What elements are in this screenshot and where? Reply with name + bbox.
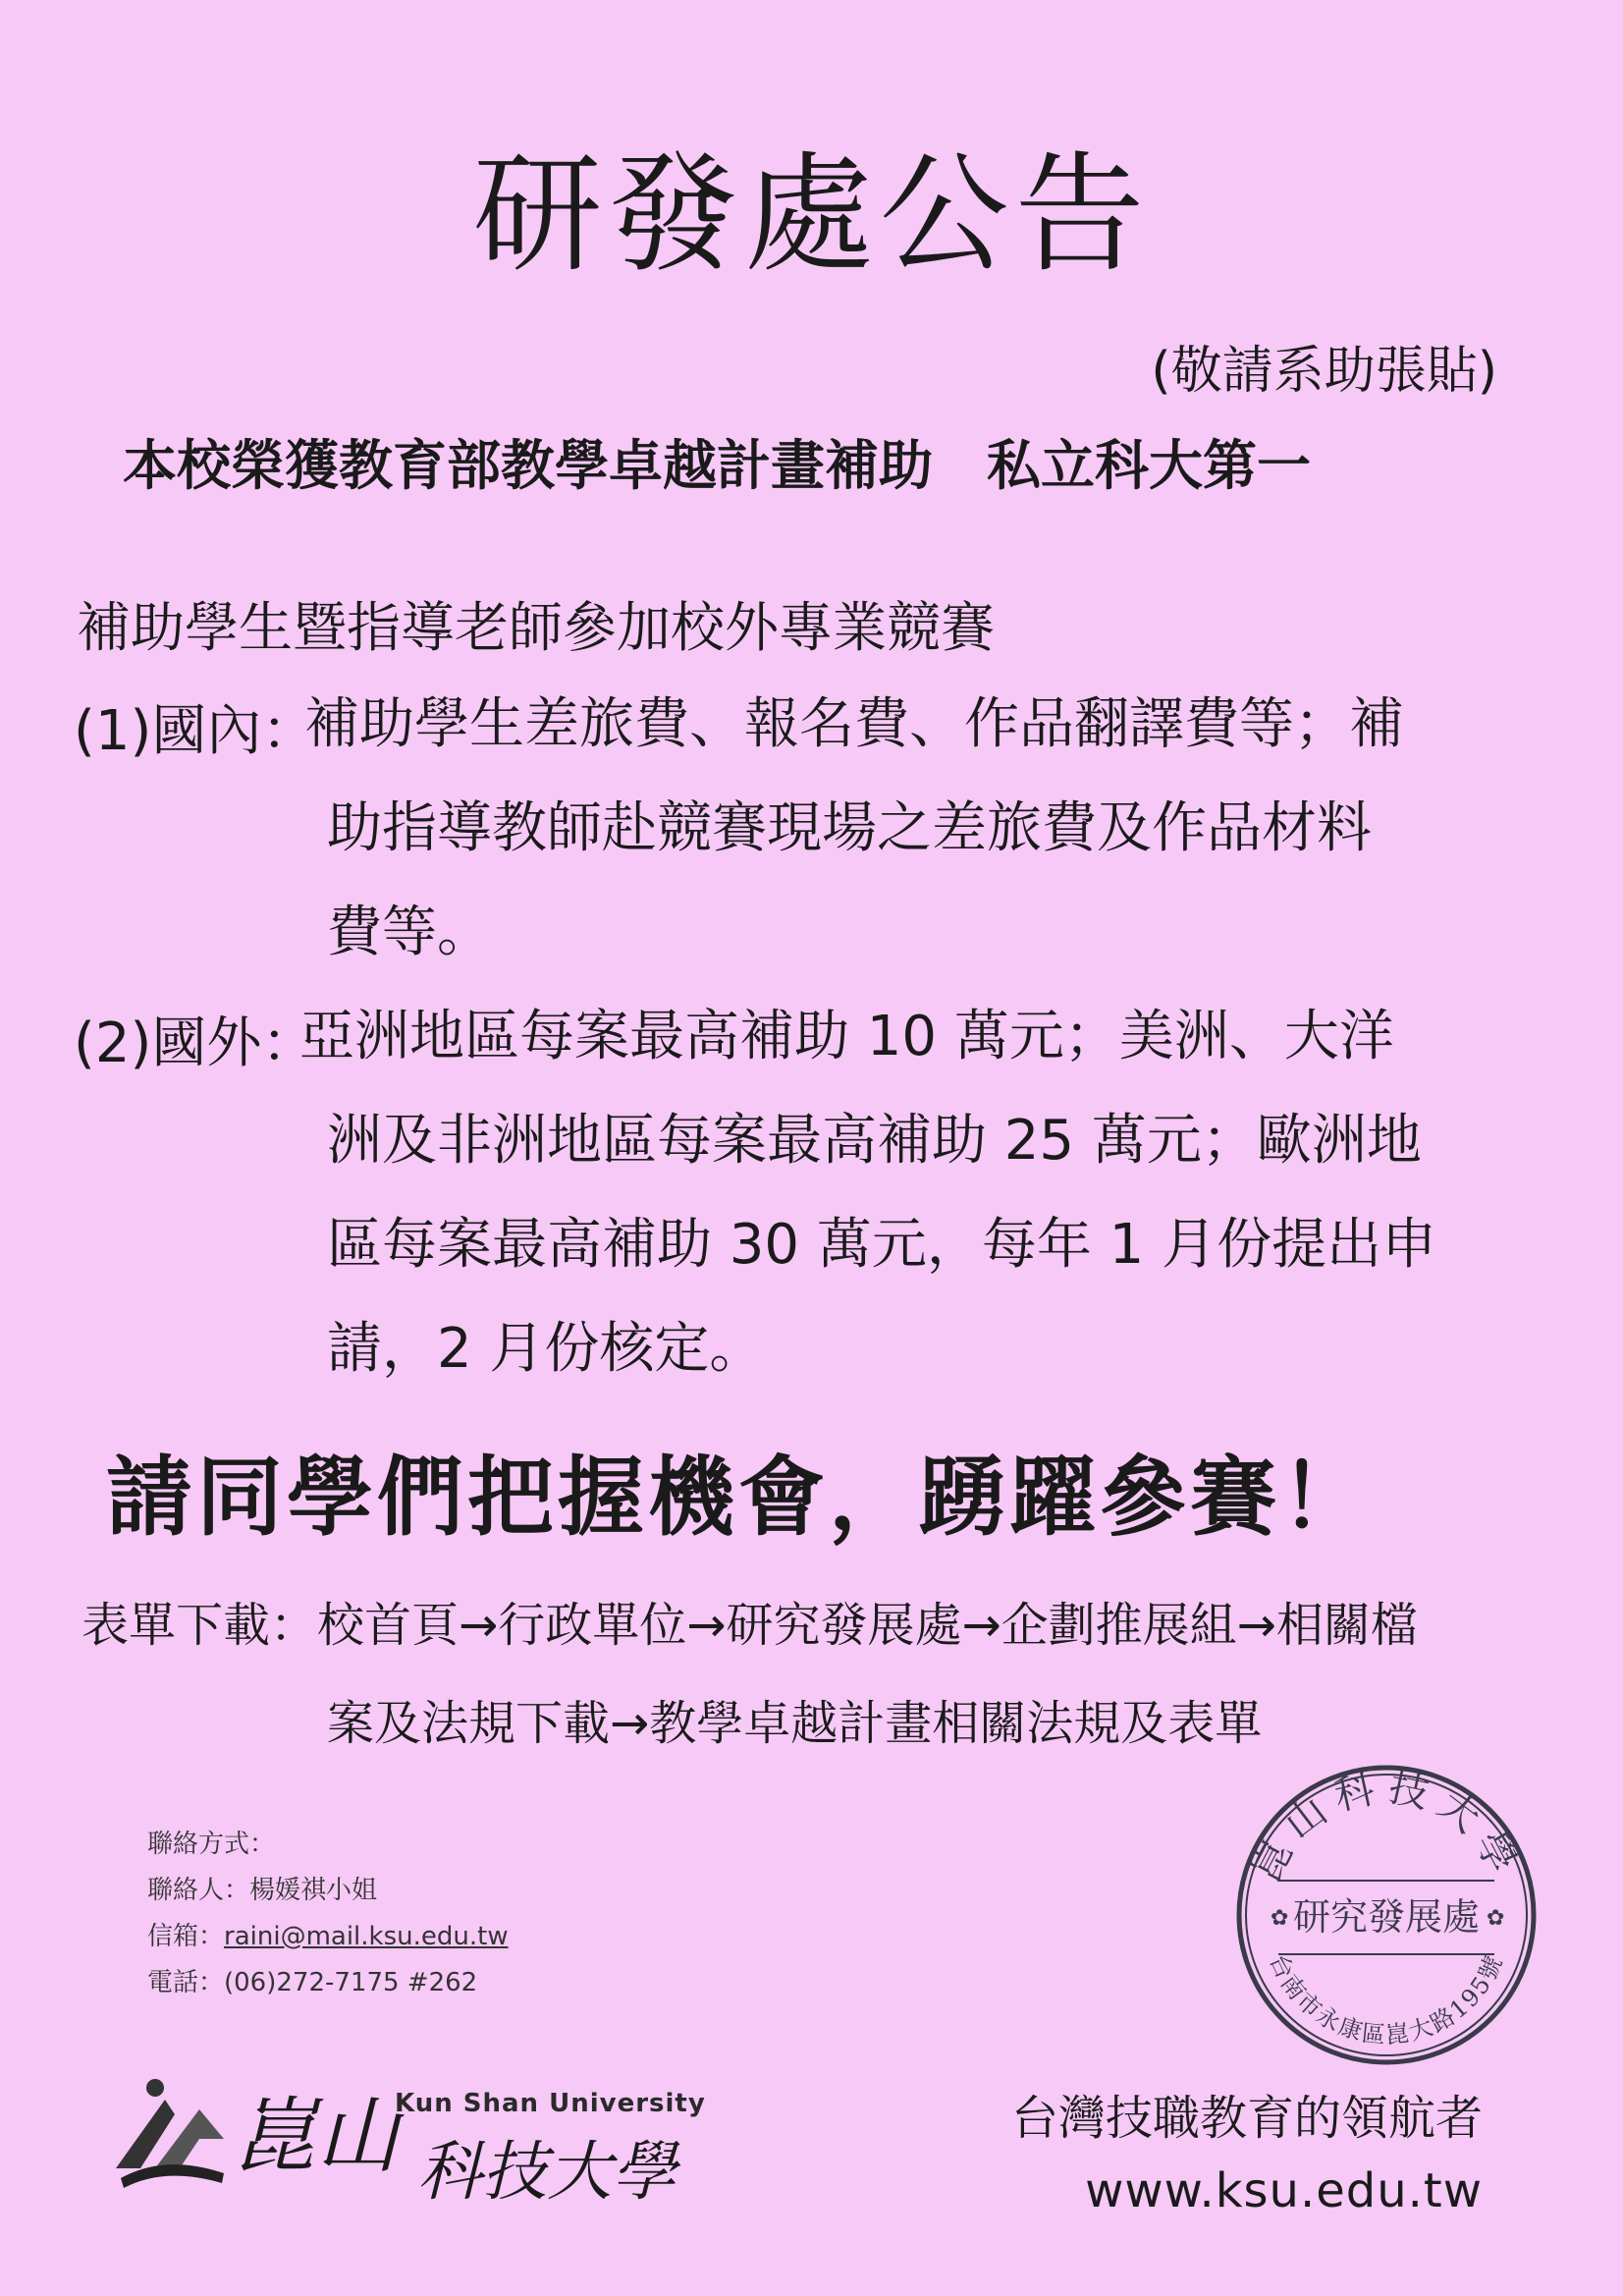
item-domestic-text bbox=[304, 673, 1483, 985]
slogan: 台灣技職教育的領航者 bbox=[1010, 2091, 1483, 2146]
stamp-flower-icon: ✿ bbox=[1271, 1906, 1289, 1931]
contact-email-link[interactable]: raini@mail.ksu.edu.tw bbox=[224, 1922, 509, 1951]
item-overseas-line: 亞洲地區每案最高補助 10 萬元；美洲、大洋 bbox=[299, 1005, 1394, 1068]
posting-note: (敬請系助張貼) bbox=[1151, 342, 1497, 401]
stamp-inner-text: 研究發展處 bbox=[1292, 1895, 1481, 1939]
subheading: 補助學生暨指導老師參加校外專業競賽 bbox=[77, 596, 996, 659]
item-domestic-line: 助指導教師赴競賽現場之差旅費及作品材料 bbox=[327, 796, 1372, 860]
contact-email-label: 信箱： bbox=[147, 1922, 225, 1951]
item-domestic-line: 費等。 bbox=[327, 901, 492, 964]
headline: 本校榮獲教育部教學卓越計畫補助 私立科大第一 bbox=[123, 434, 1312, 497]
logo-english-name: Kun Shan University bbox=[395, 2089, 706, 2118]
download-line: 案及法規下載→教學卓越計畫相關法規及表單 bbox=[327, 1696, 1263, 1751]
item-domestic-line: 補助學生差旅費、報名費、作品翻譯費等；補 bbox=[304, 692, 1404, 756]
download-instructions bbox=[81, 1576, 1418, 1773]
item-overseas-label: (2)國外： bbox=[74, 1011, 317, 1075]
item-domestic-label: (1)國內： bbox=[74, 699, 317, 763]
stamp-outer-bottom: 台南市永康區崑大路195號 bbox=[1264, 1949, 1509, 2050]
contact-heading: 聯絡方式： bbox=[147, 1830, 276, 1859]
stamp-flower-icon: ✿ bbox=[1487, 1906, 1505, 1931]
contact-block bbox=[147, 1822, 509, 2006]
logo-chinese-name: 崑山 bbox=[234, 2088, 400, 2184]
contact-phone: 電話：(06)272-7175 #262 bbox=[147, 1968, 478, 1997]
item-overseas-text bbox=[299, 985, 1478, 1401]
download-line: 表單下載：校首頁→行政單位→研究發展處→企劃推展組→相關檔 bbox=[81, 1598, 1418, 1653]
website-url[interactable]: www.ksu.edu.tw bbox=[1085, 2163, 1483, 2218]
item-overseas-line: 區每案最高補助 30 萬元，每年 1 月份提出申 bbox=[327, 1213, 1437, 1277]
contact-person: 聯絡人：楊媛祺小姐 bbox=[147, 1876, 378, 1905]
item-overseas-line: 洲及非洲地區每案最高補助 25 萬元；歐洲地 bbox=[327, 1109, 1422, 1173]
call-to-action: 請同學們把握機會，踴躍參賽！ bbox=[106, 1447, 1372, 1548]
logo-chinese-name-suffix: 科技大學 bbox=[417, 2134, 676, 2210]
item-overseas-line: 請，2 月份核定。 bbox=[327, 1317, 765, 1381]
svg-text:崑山科技大學 bbox=[1244, 1765, 1530, 1888]
page-title: 研發處公告 bbox=[472, 139, 1151, 291]
contact-email-row bbox=[147, 1914, 509, 1960]
stamp-outer-top: 崑山科技大學 bbox=[1243, 1765, 1530, 1889]
office-seal-stamp bbox=[1229, 1758, 1543, 2072]
